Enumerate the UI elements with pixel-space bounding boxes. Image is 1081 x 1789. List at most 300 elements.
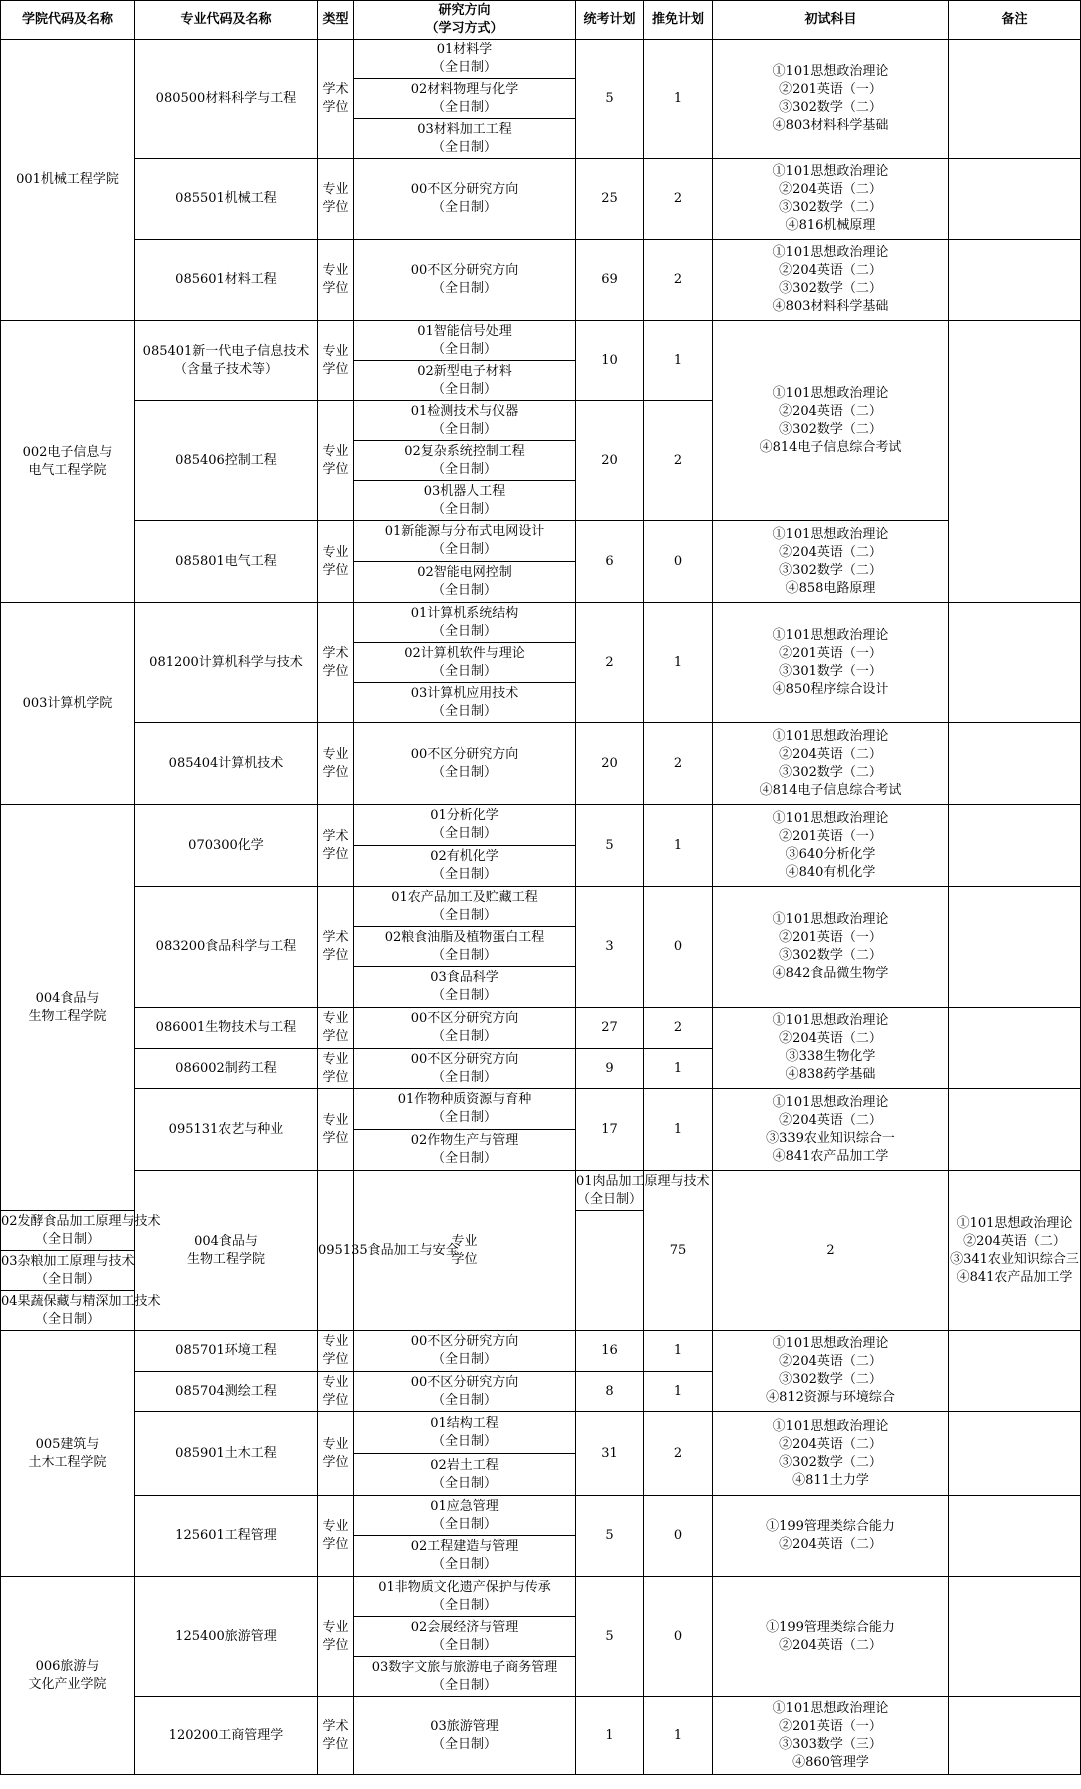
direction-cell — [354, 1049, 576, 1089]
direction-name: 00不区分研究方向 — [410, 263, 519, 278]
subjects-cell — [713, 1089, 949, 1171]
exempt-cell: 0 — [644, 1496, 713, 1577]
study-mode: （全日制） — [431, 1597, 497, 1613]
quota-cell: 2 — [576, 603, 644, 723]
table-row — [1, 1577, 1081, 1617]
quota-cell: 3 — [576, 887, 644, 1008]
subject: ②204英语（二） — [779, 1436, 882, 1452]
direction-name: 04果蔬保藏与精深加工技术 — [1, 1293, 161, 1309]
direction — [354, 1579, 575, 1615]
degree-type: 学位 — [322, 948, 349, 963]
direction-cell — [354, 441, 576, 481]
direction-cell — [354, 562, 576, 603]
study-mode: （全日制） — [431, 200, 497, 215]
direction-name: 03杂粮加工原理与技术 — [1, 1253, 135, 1269]
direction-cell — [354, 1331, 576, 1372]
subjects-cell — [713, 1412, 949, 1496]
exempt-cell: 1 — [644, 40, 713, 159]
direction-name: 02作物生产与管理 — [410, 1133, 519, 1148]
study-mode: （全日制） — [431, 1110, 497, 1125]
table-row — [1, 521, 1081, 562]
type-cell — [318, 1008, 354, 1049]
college-name: 001机械工程学院 — [16, 172, 119, 187]
major-name: 081200计算机科学与技术 — [149, 654, 303, 670]
subject: ①101思想政治理论 — [772, 1094, 889, 1110]
type-cell — [318, 1372, 354, 1412]
degree-type: 学位 — [451, 1251, 478, 1267]
direction — [1, 1213, 161, 1249]
direction-cell — [354, 967, 576, 1008]
college-name: 电气工程学院 — [28, 462, 107, 478]
direction — [1, 1253, 134, 1289]
remark-cell — [949, 321, 1081, 603]
direction-name: 01智能信号处理 — [417, 323, 512, 339]
subjects-cell — [713, 887, 949, 1008]
degree-type: 专业 — [322, 182, 349, 197]
study-mode: （全日制） — [431, 867, 497, 882]
subject: ③640分析化学 — [785, 846, 876, 862]
study-mode: （全日制） — [431, 826, 497, 841]
major-name: 125601工程管理 — [175, 1528, 277, 1543]
study-mode: （全日制） — [431, 1069, 497, 1085]
quota-cell: 8 — [576, 1372, 644, 1412]
direction-name: 03计算机应用技术 — [410, 685, 519, 701]
table-row — [1, 40, 1081, 79]
degree-type: 学术 — [322, 1718, 349, 1734]
type-cell — [318, 159, 354, 240]
college-name: 文化产业学院 — [28, 1676, 107, 1692]
direction — [354, 181, 575, 217]
degree-type: 学术 — [322, 828, 349, 844]
major-name: 085401新一代电子信息技术 — [142, 343, 310, 359]
study-mode: （全日制） — [431, 1516, 497, 1532]
subject: ①101思想政治理论 — [772, 64, 889, 79]
direction-name: 03数字文旅与旅游电子商务管理 — [371, 1659, 558, 1675]
major-name: 095131农艺与种业 — [168, 1121, 284, 1137]
study-mode: （全日制） — [431, 663, 497, 679]
exempt-cell: 0 — [644, 887, 713, 1008]
quota-cell: 1 — [576, 1697, 644, 1775]
type-cell — [318, 805, 354, 887]
table-row — [1, 159, 1081, 240]
degree-type: 学术 — [322, 930, 349, 945]
subject: ④803材料科学基础 — [772, 118, 889, 133]
direction-cell — [354, 1657, 576, 1697]
subject: ③302数学（二） — [779, 100, 882, 115]
subject: ④841农产品加工学 — [772, 1148, 889, 1164]
direction — [354, 121, 575, 157]
degree-type: 学位 — [322, 764, 349, 780]
subject: ③302数学（二） — [779, 948, 882, 963]
subjects-cell — [713, 1496, 949, 1577]
direction — [354, 969, 575, 1005]
direction — [354, 1091, 575, 1127]
subject: ①101思想政治理论 — [772, 912, 889, 927]
college-name: 004食品与 — [35, 990, 100, 1006]
major-name: 120200工商管理学 — [168, 1727, 284, 1743]
study-mode: （全日制） — [431, 99, 497, 115]
subject: ③301数学（一） — [779, 663, 882, 679]
direction-cell — [354, 805, 576, 846]
direction-name: 02材料物理与化学 — [410, 81, 519, 97]
study-mode: （全日制） — [431, 764, 497, 780]
type-cell — [318, 1496, 354, 1577]
direction-cell — [576, 1171, 710, 1211]
degree-type: 专业 — [322, 746, 349, 762]
major-name: 080500材料科学与工程 — [155, 91, 297, 106]
direction-name: 01肉品加工原理与技术 — [576, 1173, 710, 1189]
college-name: 006旅游与 — [35, 1658, 100, 1674]
direction-name: 01农产品加工及贮藏工程 — [391, 889, 538, 905]
study-mode: （全日制） — [431, 501, 497, 517]
major-name: 085901土木工程 — [175, 1445, 277, 1461]
direction-cell — [354, 887, 576, 927]
exempt-cell: 0 — [644, 1577, 713, 1697]
direction-cell — [354, 401, 576, 441]
subject: ③302数学（二） — [779, 562, 882, 578]
subject: ③302数学（二） — [779, 200, 882, 215]
direction-name: 01应急管理 — [430, 1498, 499, 1514]
direction-cell — [1, 1211, 161, 1251]
exempt-cell: 2 — [644, 240, 713, 321]
type-cell — [318, 723, 354, 805]
remark-cell — [949, 1496, 1081, 1577]
major-name: 083200食品科学与工程 — [155, 939, 297, 954]
major-name: （含量子技术等） — [173, 361, 278, 377]
subject: ①101思想政治理论 — [772, 245, 889, 260]
major-cell — [135, 401, 318, 521]
type-cell — [318, 240, 354, 321]
type-cell — [318, 1577, 354, 1697]
degree-type: 学位 — [322, 200, 349, 215]
study-mode: （全日制） — [431, 1475, 497, 1491]
subject: ①101思想政治理论 — [772, 1013, 889, 1028]
subject: ②201英语（一） — [779, 82, 882, 97]
direction-name: 02有机化学 — [430, 849, 499, 864]
major-cell — [135, 887, 318, 1008]
degree-type: 专业 — [322, 1011, 349, 1026]
degree-type: 专业 — [322, 1051, 349, 1067]
direction — [354, 483, 575, 519]
direction — [354, 1619, 575, 1655]
degree-type: 学位 — [322, 100, 349, 115]
quota-cell: 5 — [576, 40, 644, 159]
table-row — [1, 1008, 1081, 1049]
college-cell — [1, 40, 135, 321]
direction-name: 03机器人工程 — [423, 483, 506, 499]
remark-cell — [949, 1577, 1081, 1697]
subject: ②204英语（二） — [779, 263, 882, 278]
direction — [354, 403, 575, 439]
subject: ②204英语（二） — [963, 1233, 1066, 1249]
direction-name: 03食品科学 — [430, 970, 499, 985]
direction-cell — [354, 643, 576, 683]
subject: ③339农业知识综合一 — [766, 1130, 895, 1146]
major-name: 085701环境工程 — [175, 1343, 277, 1358]
major-cell — [135, 1577, 318, 1697]
major-cell — [135, 1412, 318, 1496]
table-row — [1, 1412, 1081, 1454]
type-cell — [318, 1697, 354, 1775]
degree-type: 专业 — [322, 1436, 349, 1452]
study-mode: （全日制） — [431, 341, 497, 357]
direction — [354, 1051, 575, 1087]
subject: ④838药学基础 — [785, 1067, 876, 1082]
study-mode: （全日制） — [431, 1637, 497, 1653]
direction — [576, 1173, 710, 1209]
subject: ①101思想政治理论 — [772, 728, 889, 744]
study-mode: （全日制） — [431, 703, 497, 719]
major-name: 125400旅游管理 — [175, 1628, 277, 1644]
major-name: 086001生物技术与工程 — [155, 1020, 297, 1035]
header-row — [1, 1, 1081, 40]
college-name: 生物工程学院 — [186, 1251, 265, 1267]
remark-cell — [949, 1008, 1081, 1089]
degree-type: 学位 — [322, 1637, 349, 1653]
direction-cell — [354, 1130, 576, 1171]
subjects-cell — [713, 40, 949, 159]
table-row — [1, 1331, 1081, 1372]
direction — [354, 1010, 575, 1046]
direction — [1, 1293, 161, 1329]
table-row — [1, 1089, 1081, 1130]
subjects-cell — [713, 159, 949, 240]
subject: ③302数学（二） — [779, 1372, 882, 1387]
direction-name: 00不区分研究方向 — [410, 1051, 519, 1067]
remark-cell — [949, 1331, 1081, 1412]
direction-name: 01分析化学 — [430, 808, 499, 823]
direction-name: 01计算机系统结构 — [410, 605, 519, 621]
direction-cell — [1, 1291, 161, 1331]
study-mode: （全日制） — [34, 1311, 100, 1327]
degree-type: 专业 — [322, 263, 349, 278]
direction-cell — [354, 119, 576, 159]
direction-cell — [354, 1372, 576, 1412]
direction-name: 02工程建造与管理 — [410, 1539, 519, 1554]
direction-cell — [354, 846, 576, 887]
remark-cell — [949, 723, 1081, 805]
type-cell — [318, 1412, 354, 1496]
college-name: 005建筑与 — [35, 1436, 100, 1452]
study-mode: （全日制） — [431, 947, 497, 963]
exempt-cell: 0 — [644, 521, 713, 603]
direction-name: 02计算机软件与理论 — [404, 645, 525, 661]
college-name: 生物工程学院 — [28, 1008, 107, 1024]
direction-name: 00不区分研究方向 — [410, 1374, 519, 1390]
study-mode: （全日制） — [431, 623, 497, 639]
direction — [354, 929, 575, 965]
direction — [354, 81, 575, 117]
exempt-cell: 1 — [644, 1697, 713, 1775]
direction — [354, 685, 575, 721]
direction — [354, 1457, 575, 1493]
study-mode: （全日制） — [431, 1736, 497, 1752]
degree-type: 专业 — [322, 1619, 349, 1635]
direction — [354, 1333, 575, 1369]
subject: ③303数学（三） — [779, 1736, 882, 1752]
subject: ②204英语（二） — [779, 1112, 882, 1128]
direction — [354, 443, 575, 479]
direction-cell — [354, 1496, 576, 1536]
direction-name: 02岩土工程 — [430, 1457, 499, 1473]
degree-type: 学位 — [322, 1352, 349, 1367]
college-name: 002电子信息与 — [22, 444, 113, 460]
quota-cell: 75 — [644, 1171, 713, 1331]
table-row — [1, 603, 1081, 643]
study-mode: （全日制） — [431, 542, 497, 557]
subject: ②201英语（一） — [779, 1718, 882, 1734]
direction-name: 03材料加工工程 — [417, 121, 512, 137]
exempt-cell: 2 — [644, 1412, 713, 1496]
direction — [354, 564, 575, 600]
study-mode: （全日制） — [431, 988, 497, 1003]
direction-name: 01检测技术与仪器 — [410, 403, 519, 419]
direction-cell — [354, 1412, 576, 1454]
table-row — [1, 805, 1081, 846]
direction — [354, 889, 575, 925]
subjects-cell — [713, 1008, 949, 1089]
direction — [354, 848, 575, 884]
direction-name: 02会展经济与管理 — [410, 1619, 519, 1635]
direction-cell — [354, 321, 576, 361]
subjects-cell — [713, 1577, 949, 1697]
subject: ①101思想政治理论 — [772, 1700, 889, 1716]
direction-name: 02发酵食品加工原理与技术 — [1, 1213, 161, 1229]
direction — [354, 1659, 575, 1695]
major-cell — [135, 723, 318, 805]
subject: ②201英语（一） — [779, 930, 882, 945]
direction-cell — [354, 159, 576, 240]
header-direction-mode: （学习方式） — [425, 21, 504, 36]
direction-name: 01新能源与分布式电网设计 — [384, 524, 545, 539]
subject: ④811土力学 — [792, 1472, 869, 1488]
major-name: 086002制药工程 — [175, 1060, 277, 1076]
exempt-cell: 1 — [644, 1372, 713, 1412]
quota-cell: 5 — [576, 805, 644, 887]
direction — [354, 807, 575, 843]
degree-type: 专业 — [451, 1233, 478, 1249]
subject: ③338生物化学 — [785, 1049, 876, 1064]
direction — [354, 1498, 575, 1534]
direction-name: 02智能电网控制 — [417, 565, 512, 580]
major-cell — [135, 321, 318, 401]
quota-cell: 31 — [576, 1412, 644, 1496]
degree-type: 学位 — [322, 846, 349, 862]
subject: ①101思想政治理论 — [772, 526, 889, 542]
study-mode: （全日制） — [431, 1352, 497, 1367]
major-cell — [135, 40, 318, 159]
major-cell — [135, 240, 318, 321]
study-mode: （全日制） — [431, 907, 497, 923]
direction-cell — [354, 927, 576, 967]
subject: ④816机械原理 — [785, 218, 876, 233]
type-cell — [318, 603, 354, 723]
table-row — [1, 240, 1081, 321]
study-mode: （全日制） — [431, 1392, 497, 1408]
subject: ②201英语（一） — [779, 645, 882, 661]
major-name: 095135食品加工与安全 — [318, 1242, 459, 1258]
type-cell — [318, 1331, 354, 1372]
major-name: 085501机械工程 — [175, 191, 277, 206]
direction-cell — [354, 603, 576, 643]
major-cell — [135, 805, 318, 887]
quota-cell: 20 — [576, 723, 644, 805]
quota-cell: 27 — [576, 1008, 644, 1049]
quota-cell: 6 — [576, 521, 644, 603]
type-cell — [318, 1089, 354, 1171]
college-cell — [1, 603, 135, 805]
remark-cell — [949, 240, 1081, 321]
degree-type: 学术 — [322, 645, 349, 661]
subjects-cell — [713, 521, 949, 603]
table-row — [1, 887, 1081, 927]
type-cell — [318, 1049, 354, 1089]
college-cell — [1, 1331, 135, 1577]
subjects-cell — [713, 240, 949, 321]
degree-type: 学位 — [322, 1736, 349, 1752]
subjects-cell — [713, 321, 949, 521]
degree-type: 专业 — [322, 443, 349, 459]
header-quota: 统考计划 — [576, 1, 644, 40]
subject: ③302数学（二） — [779, 1454, 882, 1470]
header-direction — [354, 1, 576, 40]
subject: ①101思想政治理论 — [772, 810, 889, 826]
header-direction-title: 研究方向 — [438, 3, 491, 18]
college-cell — [1, 805, 135, 1211]
subject: ①101思想政治理论 — [772, 1418, 889, 1434]
direction-name: 02新型电子材料 — [417, 363, 512, 379]
header-remark: 备注 — [949, 1, 1081, 40]
subject: ②204英语（二） — [779, 1637, 882, 1653]
exempt-cell: 1 — [644, 1331, 713, 1372]
direction-cell — [354, 361, 576, 401]
major-name: 085404计算机技术 — [168, 755, 284, 771]
subject: ③302数学（二） — [779, 421, 882, 437]
college-cell — [1, 1577, 135, 1775]
subject: ④841农产品加工学 — [956, 1269, 1073, 1285]
study-mode: （全日制） — [431, 281, 497, 296]
subject: ①101思想政治理论 — [772, 164, 889, 179]
major-cell — [135, 1331, 318, 1372]
direction-cell — [354, 1008, 576, 1049]
table-row — [1, 723, 1081, 805]
subjects-cell — [713, 723, 949, 805]
degree-type: 专业 — [322, 1374, 349, 1390]
table-row — [1, 1496, 1081, 1536]
college-name: 土木工程学院 — [28, 1454, 107, 1470]
study-mode: （全日制） — [431, 139, 497, 155]
degree-type: 学位 — [322, 1392, 349, 1408]
header-type: 类型 — [318, 1, 354, 40]
table-row — [1, 321, 1081, 361]
subject: ④814电子信息综合考试 — [759, 439, 902, 455]
major-cell — [135, 603, 318, 723]
direction — [354, 1415, 575, 1451]
type-cell — [318, 521, 354, 603]
direction-cell — [354, 40, 576, 79]
subject: ①101思想政治理论 — [772, 1336, 889, 1351]
subject: ②204英语（二） — [779, 1537, 882, 1552]
direction-name: 00不区分研究方向 — [410, 182, 519, 197]
major-name: 085406控制工程 — [175, 452, 277, 468]
subject: ①199管理类综合能力 — [766, 1519, 895, 1534]
quota-cell: 69 — [576, 240, 644, 321]
direction-cell — [1, 1251, 135, 1291]
degree-type: 专业 — [322, 544, 349, 560]
header-exempt: 推免计划 — [644, 1, 713, 40]
direction-name: 02复杂系统控制工程 — [404, 443, 525, 459]
exempt-cell: 1 — [644, 1049, 713, 1089]
